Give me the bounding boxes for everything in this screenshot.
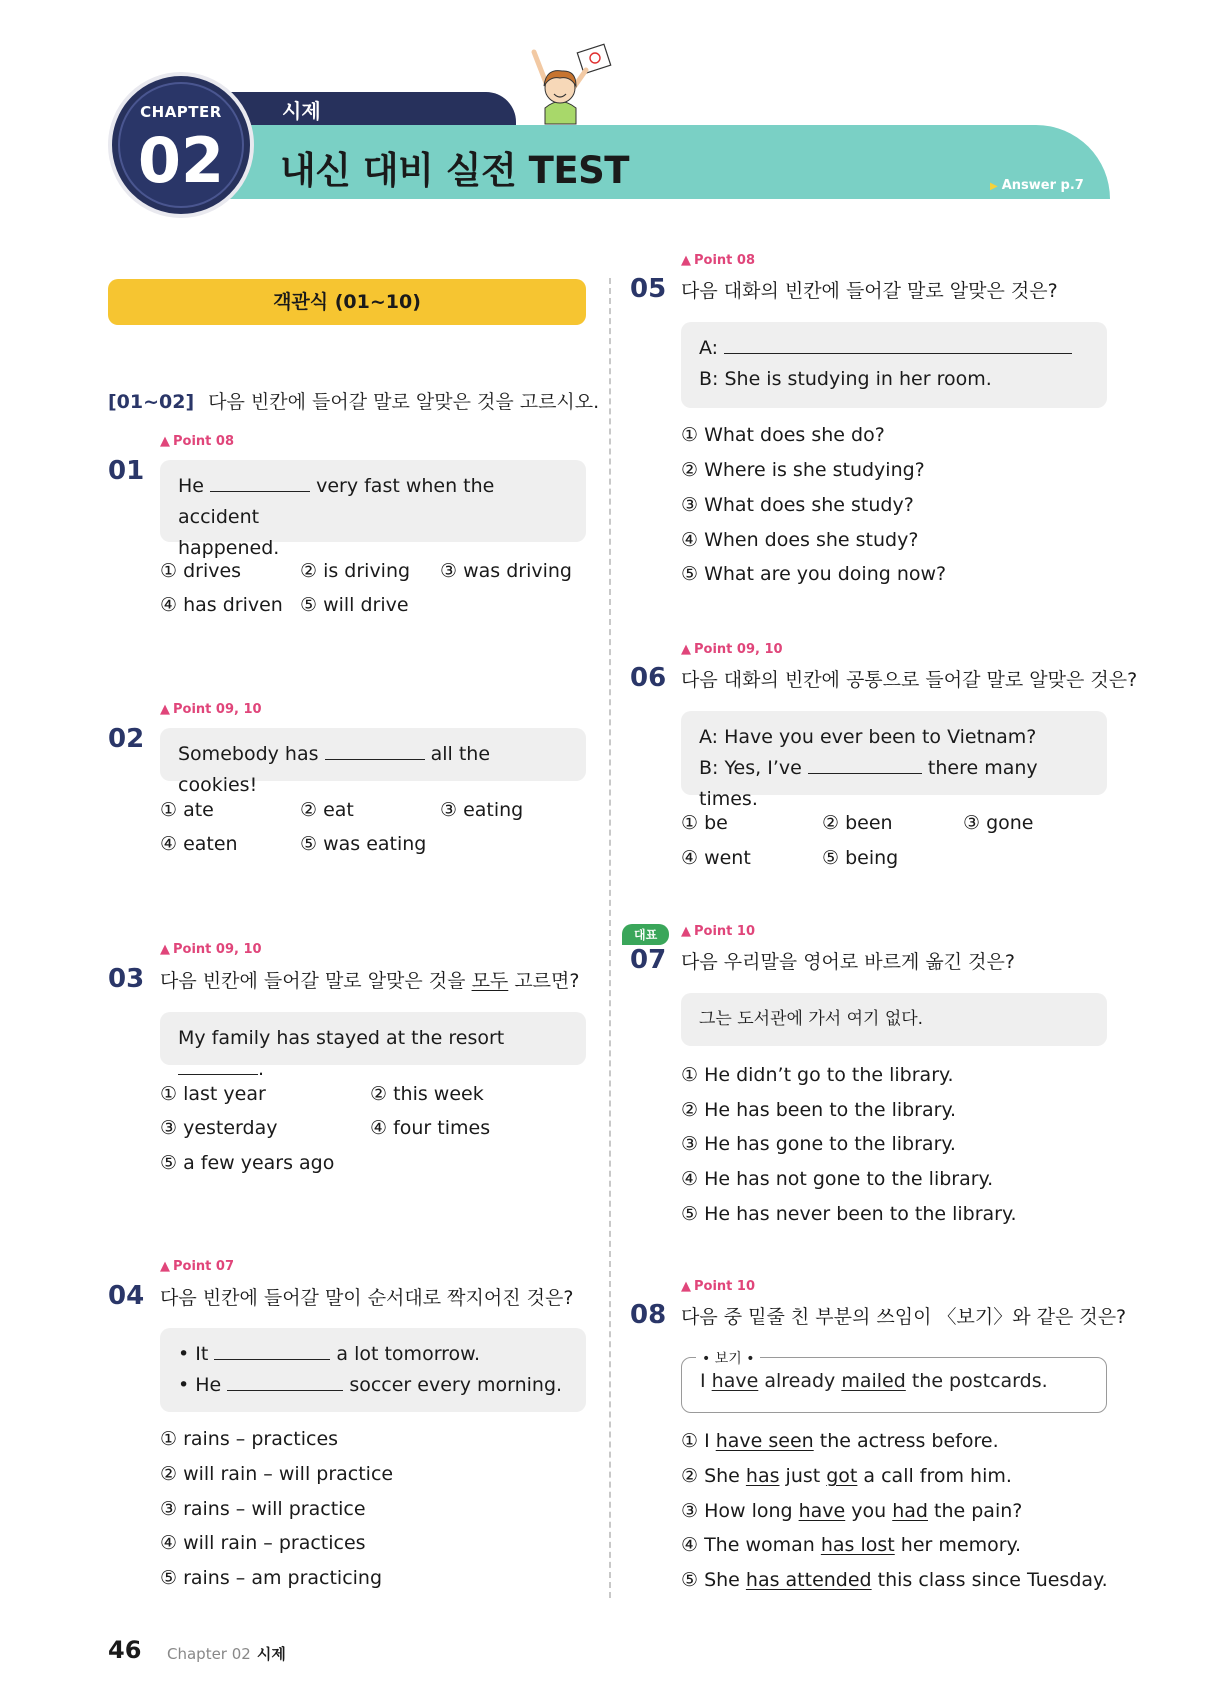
option[interactable]: ③ rains – will practice	[160, 1498, 366, 1520]
example-label: • 보기 •	[696, 1348, 760, 1368]
option[interactable]: ④ went	[681, 847, 751, 869]
option[interactable]: ② been	[822, 812, 893, 834]
option[interactable]: ② Where is she studying?	[681, 459, 925, 481]
option[interactable]: ③ was driving	[440, 560, 572, 582]
option[interactable]: ⑤ a few years ago	[160, 1152, 335, 1174]
box-line: B: Yes, I’ve there many times.	[699, 757, 1038, 810]
chapter-subject: 시제	[282, 99, 321, 123]
question-box: Somebody has all the cookies!	[160, 728, 586, 781]
option[interactable]: ④ has driven	[160, 594, 283, 616]
question-box: 그는 도서관에 가서 여기 없다.	[681, 993, 1107, 1046]
box-line: • He soccer every morning.	[178, 1374, 563, 1396]
point-icon: ▲	[681, 253, 691, 268]
point-tag: ▲ Point 09, 10	[681, 642, 783, 657]
mascot-illustration-icon	[510, 40, 620, 130]
point-tag: ▲ Point 09, 10	[160, 702, 262, 717]
option[interactable]: ⑤ rains – am practicing	[160, 1567, 383, 1589]
question-box: My family has stayed at the resort .	[160, 1012, 586, 1065]
page-title: 내신 대비 실전 TEST	[280, 149, 629, 192]
option[interactable]: ② eat	[300, 799, 354, 821]
option[interactable]: ④ When does she study?	[681, 529, 919, 551]
question-prompt: 다음 우리말을 영어로 바르게 옮긴 것은?	[681, 951, 1015, 973]
option[interactable]: ⑤ He has never been to the library.	[681, 1203, 1017, 1225]
question-prompt: 다음 빈칸에 들어갈 말이 순서대로 짝지어진 것은?	[160, 1287, 574, 1309]
chapter-number: 02	[137, 124, 225, 197]
question-number: 02	[108, 724, 145, 754]
option[interactable]: ④ eaten	[160, 833, 238, 855]
range-text: 다음 빈칸에 들어갈 말로 알맞은 것을 고르시오.	[208, 391, 600, 413]
box-line: A: Have you ever been to Vietnam?	[699, 726, 1037, 748]
option[interactable]: ③ How long have you had the pain?	[681, 1500, 1023, 1522]
option[interactable]: ③ He has gone to the library.	[681, 1133, 956, 1155]
question-number: 06	[630, 663, 667, 693]
option[interactable]: ① He didn’t go to the library.	[681, 1064, 954, 1086]
question-number: 08	[630, 1300, 667, 1330]
option[interactable]: ① rains – practices	[160, 1428, 339, 1450]
option[interactable]: ③ What does she study?	[681, 494, 914, 516]
point-tag: ▲ Point 10	[681, 1279, 756, 1294]
question-prompt: 다음 대화의 빈칸에 공통으로 들어갈 말로 알맞은 것은?	[681, 669, 1138, 691]
point-tag: ▲ Point 08	[681, 253, 756, 268]
range-instruction	[108, 387, 599, 414]
point-icon: ▲	[160, 702, 170, 717]
section-banner: 객관식 (01~10)	[108, 279, 586, 325]
option[interactable]: ① I have seen the actress before.	[681, 1430, 999, 1452]
option[interactable]: ① ate	[160, 799, 214, 821]
footer-chapter: Chapter 02 시제	[167, 1645, 286, 1663]
option[interactable]: ② is driving	[300, 560, 411, 582]
option[interactable]: ① drives	[160, 560, 242, 582]
point-tag: ▲ Point 08	[160, 434, 235, 449]
point-tag: ▲ Point 10	[681, 924, 756, 939]
option[interactable]: ① What does she do?	[681, 424, 885, 446]
range-label: [01~02]	[108, 391, 195, 413]
option[interactable]: ⑤ will drive	[300, 594, 409, 616]
question-number: 07	[630, 945, 667, 975]
option[interactable]: ① last year	[160, 1083, 266, 1105]
question-box	[681, 322, 1107, 408]
answer-blank	[210, 473, 310, 492]
box-line: A:	[699, 333, 1089, 364]
option[interactable]: ④ He has not gone to the library.	[681, 1168, 994, 1190]
option[interactable]: ⑤ was eating	[300, 833, 427, 855]
answer-blank	[808, 755, 922, 774]
point-icon: ▲	[681, 642, 691, 657]
option[interactable]: ② She has just got a call from him.	[681, 1465, 1012, 1487]
option[interactable]: ② He has been to the library.	[681, 1099, 957, 1121]
option[interactable]: ② this week	[370, 1083, 484, 1105]
box-line: B: She is studying in her room.	[699, 368, 992, 390]
representative-badge: 대표	[622, 924, 669, 945]
option[interactable]: ④ will rain – practices	[160, 1532, 366, 1554]
option[interactable]: ③ yesterday	[160, 1117, 278, 1139]
point-icon: ▲	[681, 924, 691, 939]
question-box	[681, 711, 1107, 810]
point-icon: ▲	[160, 1259, 170, 1274]
triangle-icon: ▶	[990, 181, 998, 192]
question-prompt: 다음 중 밑줄 친 부분의 쓰임이 〈보기〉와 같은 것은?	[681, 1306, 1127, 1328]
question-number: 03	[108, 964, 145, 994]
question-number: 05	[630, 274, 667, 304]
example-box: I have already mailed the postcards.	[681, 1357, 1107, 1413]
question-box	[160, 1328, 586, 1412]
box-line: • It a lot tomorrow.	[178, 1343, 481, 1365]
question-number: 01	[108, 456, 145, 486]
box-line: He very fast when the accident	[178, 475, 495, 528]
question-prompt: 다음 빈칸에 들어갈 말로 알맞은 것을 모두 고르면?	[160, 970, 580, 992]
option[interactable]: ③ eating	[440, 799, 524, 821]
option[interactable]: ② will rain – will practice	[160, 1463, 394, 1485]
question-prompt: 다음 대화의 빈칸에 들어갈 말로 알맞은 것은?	[681, 280, 1058, 302]
option[interactable]: ⑤ She has attended this class since Tuesday.	[681, 1569, 1108, 1591]
point-icon: ▲	[681, 1279, 691, 1294]
option[interactable]: ⑤ being	[822, 847, 899, 869]
answer-blank	[724, 335, 1072, 354]
option[interactable]: ① be	[681, 812, 728, 834]
chapter-label: CHAPTER	[140, 103, 222, 121]
option[interactable]: ④ four times	[370, 1117, 491, 1139]
point-icon: ▲	[160, 942, 170, 957]
answer-blank	[178, 1056, 258, 1075]
question-number: 04	[108, 1281, 145, 1311]
answer-reference: ▶ Answer p.7	[990, 178, 1084, 193]
point-tag: ▲ Point 09, 10	[160, 942, 262, 957]
box-line: happened.	[178, 537, 280, 559]
point-tag: ▲ Point 07	[160, 1259, 235, 1274]
answer-blank	[214, 1341, 330, 1360]
column-divider	[609, 278, 611, 1598]
answer-blank	[227, 1372, 343, 1391]
option[interactable]: ⑤ What are you doing now?	[681, 563, 947, 585]
page-number: 46	[108, 1636, 142, 1664]
option[interactable]: ④ The woman has lost her memory.	[681, 1534, 1022, 1556]
question-box	[160, 460, 586, 559]
option[interactable]: ③ gone	[963, 812, 1034, 834]
point-icon: ▲	[160, 434, 170, 449]
answer-blank	[325, 741, 425, 760]
